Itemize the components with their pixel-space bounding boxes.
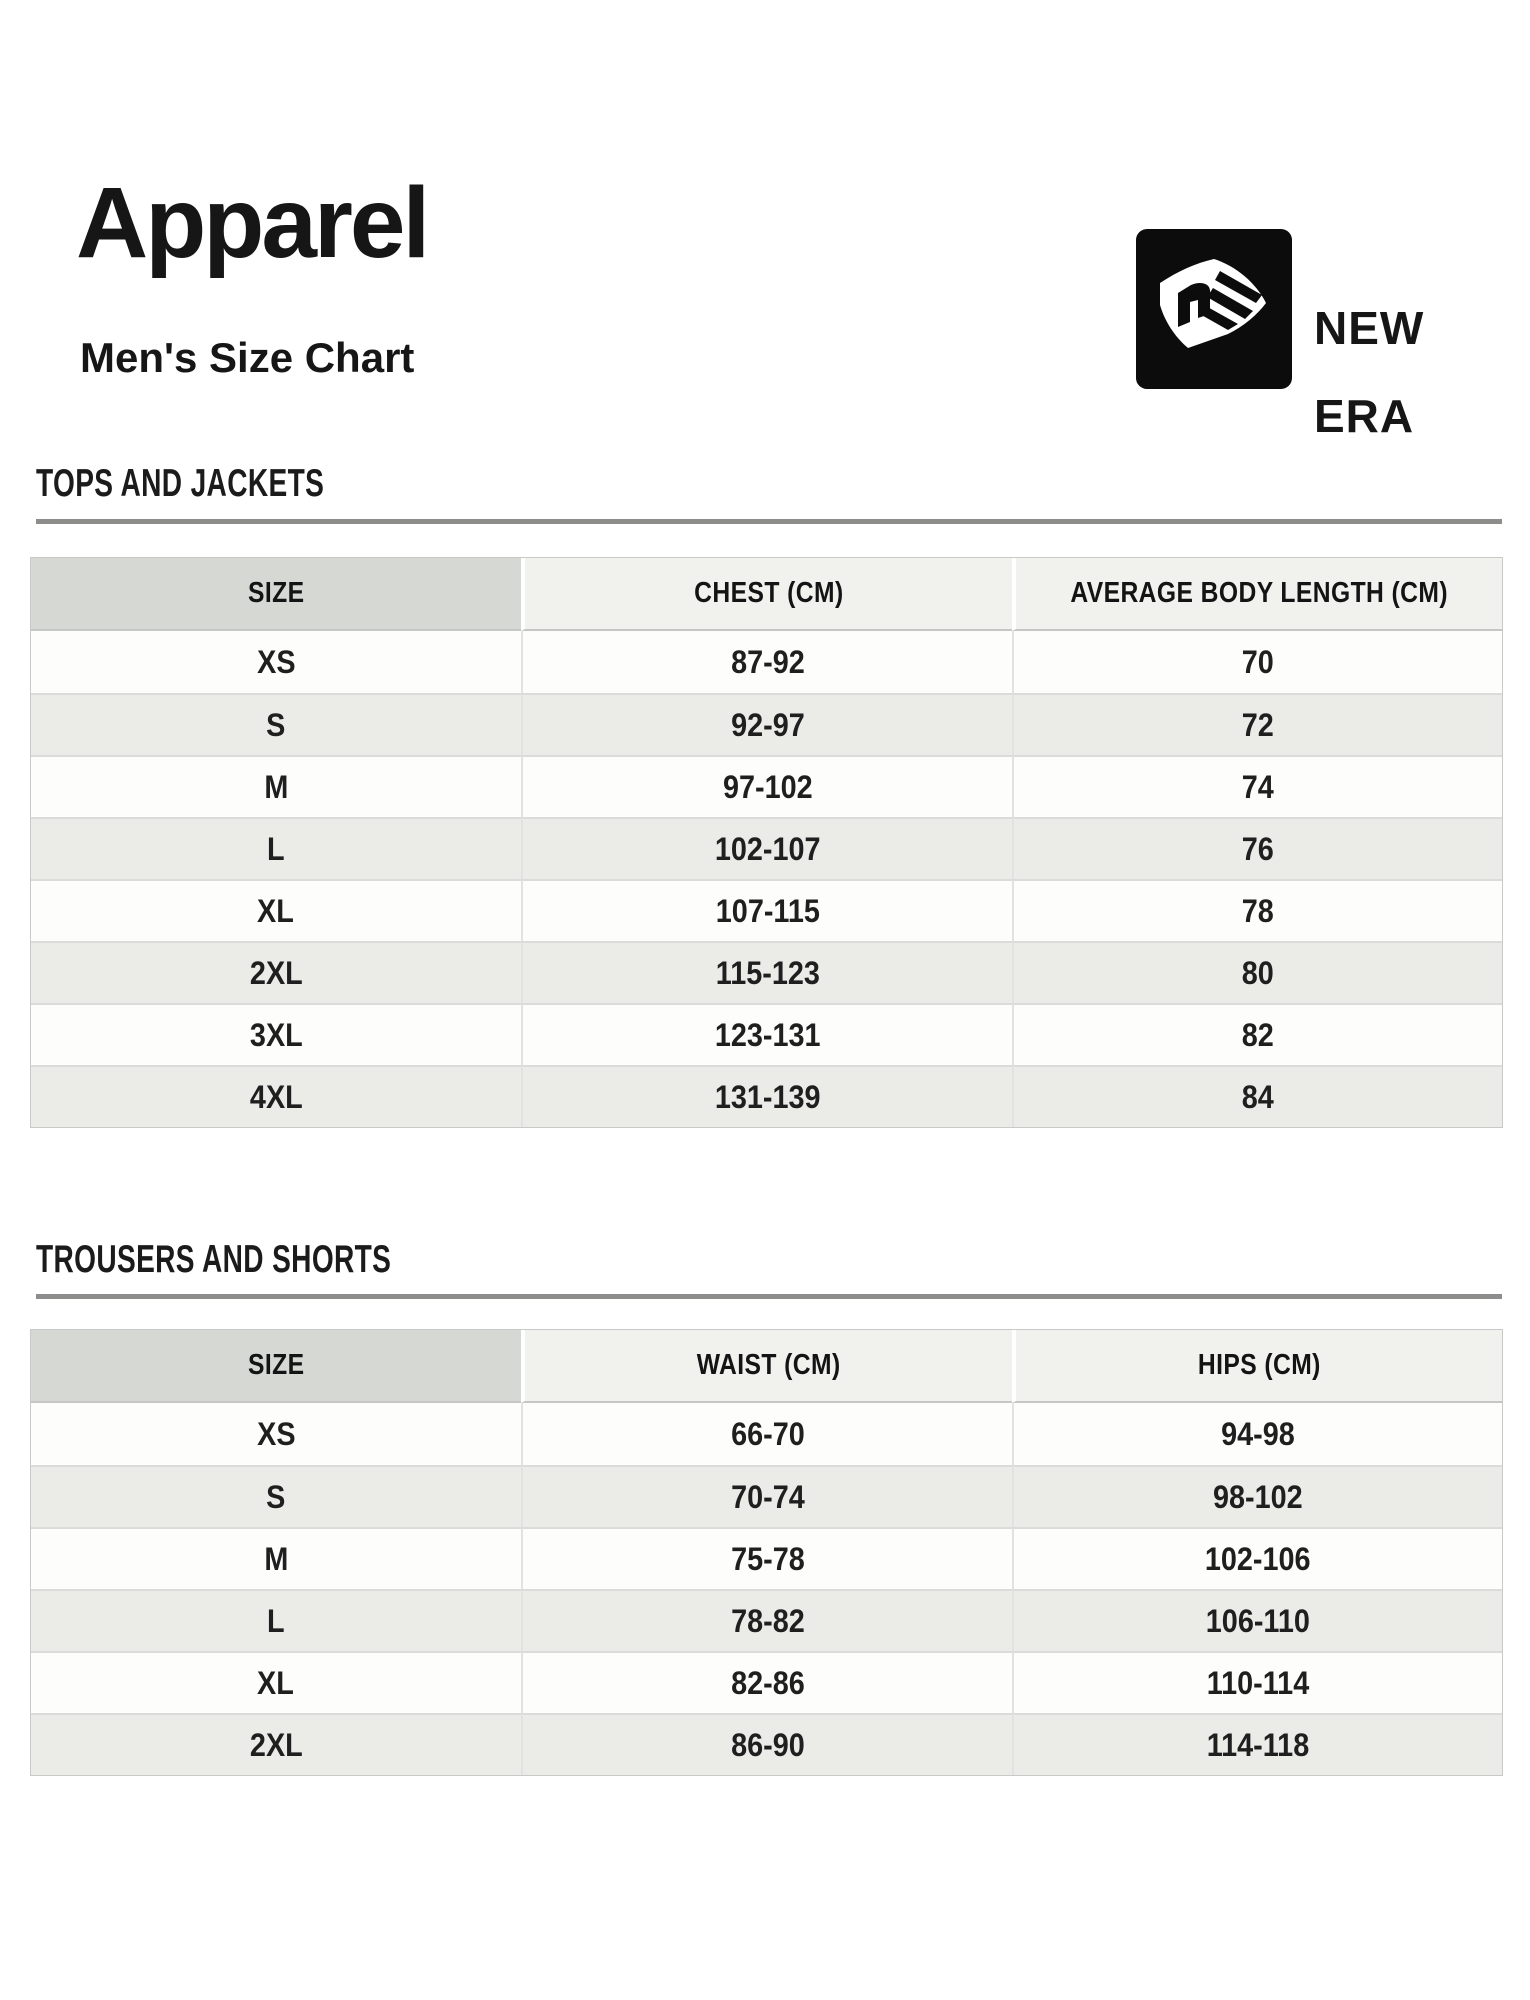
page-subtitle: Men's Size Chart [80, 334, 415, 381]
table-row [31, 1713, 1502, 1775]
hips-cell: 110-114 [1012, 1651, 1502, 1713]
table-row [31, 817, 1502, 879]
size-cell: XS [31, 631, 521, 693]
hips-cell: 114-118 [1012, 1713, 1502, 1775]
body-length-cell: 82 [1012, 1003, 1502, 1065]
new-era-wordmark [1314, 262, 1424, 482]
chest-cell: 97-102 [521, 755, 1012, 817]
size-cell: M [31, 755, 521, 817]
section-rule [36, 519, 1502, 524]
trousers-and-shorts-table [30, 1329, 1503, 1776]
new-era-logo [1136, 228, 1292, 390]
chest-cell: 107-115 [521, 879, 1012, 941]
body-length-cell: 84 [1012, 1065, 1502, 1127]
chest-cell: 115-123 [521, 941, 1012, 1003]
body-length-cell: 72 [1012, 693, 1502, 755]
size-cell: 2XL [31, 941, 521, 1003]
body-length-cell: 80 [1012, 941, 1502, 1003]
chest-cell: 131-139 [521, 1065, 1012, 1127]
waist-cell: 70-74 [521, 1465, 1012, 1527]
waist-cell: 75-78 [521, 1527, 1012, 1589]
size-cell: XL [31, 1651, 521, 1713]
hips-cell: 94-98 [1012, 1403, 1502, 1465]
size-cell: S [31, 1465, 521, 1527]
page-title: Apparel [76, 167, 428, 279]
size-cell: L [31, 1589, 521, 1651]
chest-cell: 92-97 [521, 693, 1012, 755]
table-header-row [31, 558, 1502, 631]
table-row [31, 1065, 1502, 1127]
new-era-flag-icon [1136, 228, 1292, 390]
section-heading-trousers-and-shorts: TROUSERS AND SHORTS [36, 1238, 392, 1281]
size-cell: L [31, 817, 521, 879]
table-row [31, 1465, 1502, 1527]
col-header-waist: WAIST (CM) [521, 1330, 1012, 1403]
body-length-cell: 70 [1012, 631, 1502, 693]
col-header-size: SIZE [31, 1330, 521, 1403]
waist-cell: 66-70 [521, 1403, 1012, 1465]
col-header-size: SIZE [31, 558, 521, 631]
wordmark-line-1: NEW [1314, 302, 1425, 354]
chest-cell: 123-131 [521, 1003, 1012, 1065]
waist-cell: 78-82 [521, 1589, 1012, 1651]
size-cell: 3XL [31, 1003, 521, 1065]
table-row [31, 941, 1502, 1003]
section-rule [36, 1294, 1502, 1299]
table-row [31, 1003, 1502, 1065]
waist-cell: 82-86 [521, 1651, 1012, 1713]
table-row [31, 755, 1502, 817]
col-header-body-length: AVERAGE BODY LENGTH (CM) [1012, 558, 1502, 631]
body-length-cell: 78 [1012, 879, 1502, 941]
table-row [31, 1527, 1502, 1589]
chest-cell: 102-107 [521, 817, 1012, 879]
chest-cell: 87-92 [521, 631, 1012, 693]
hips-cell: 98-102 [1012, 1465, 1502, 1527]
size-cell: XS [31, 1403, 521, 1465]
table-header-row [31, 1330, 1502, 1403]
body-length-cell: 76 [1012, 817, 1502, 879]
table-row [31, 879, 1502, 941]
wordmark-line-2: ERA [1314, 390, 1415, 442]
size-cell: 4XL [31, 1065, 521, 1127]
hips-cell: 106-110 [1012, 1589, 1502, 1651]
col-header-hips: HIPS (CM) [1012, 1330, 1502, 1403]
table-row [31, 1589, 1502, 1651]
table-row [31, 631, 1502, 693]
size-cell: S [31, 693, 521, 755]
table-row [31, 693, 1502, 755]
size-cell: XL [31, 879, 521, 941]
waist-cell: 86-90 [521, 1713, 1012, 1775]
size-table [30, 557, 1503, 1128]
size-cell: M [31, 1527, 521, 1589]
table-row [31, 1403, 1502, 1465]
tops-and-jackets-table [30, 557, 1503, 1128]
col-header-chest: CHEST (CM) [521, 558, 1012, 631]
table-row [31, 1651, 1502, 1713]
body-length-cell: 74 [1012, 755, 1502, 817]
size-cell: 2XL [31, 1713, 521, 1775]
size-table [30, 1329, 1503, 1776]
hips-cell: 102-106 [1012, 1527, 1502, 1589]
section-heading-tops-and-jackets: TOPS AND JACKETS [36, 462, 325, 505]
